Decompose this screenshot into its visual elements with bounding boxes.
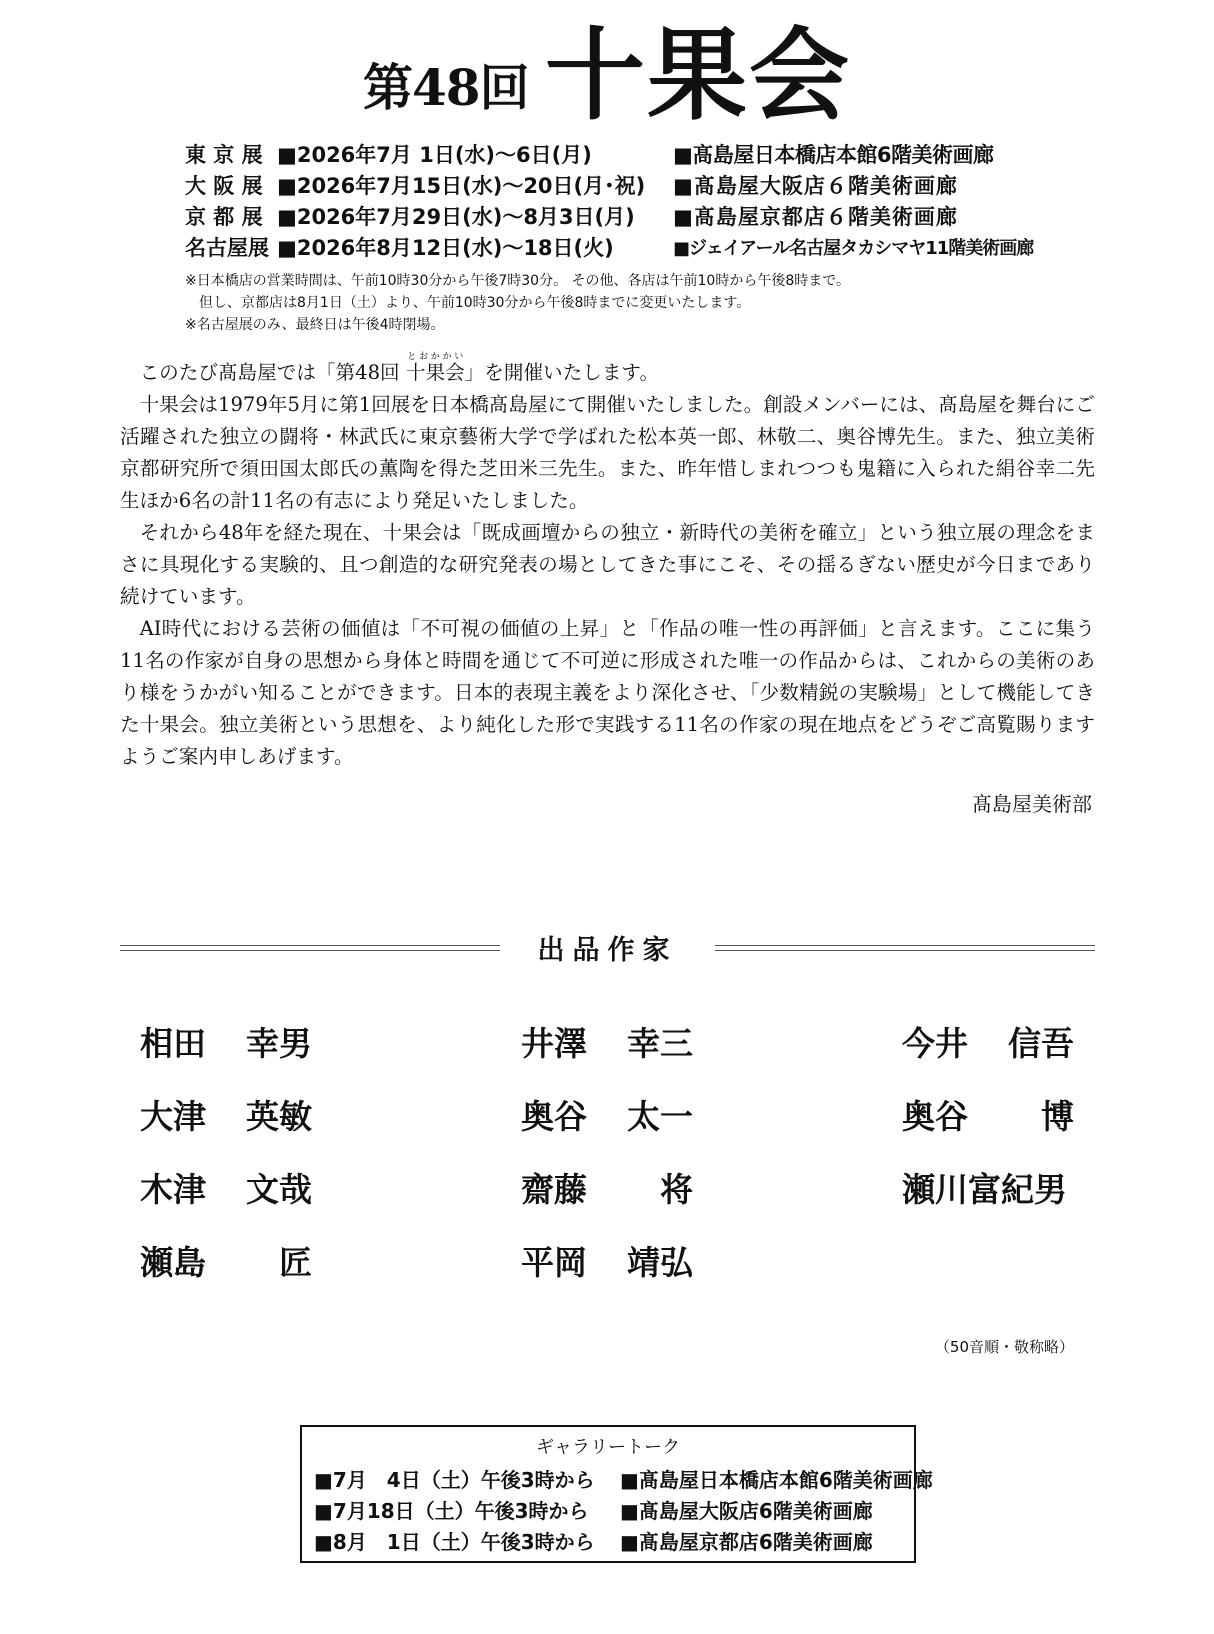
artist-surname: 相田 bbox=[140, 1024, 206, 1063]
schedule-place: ■髙島屋大阪店６階美術画廊 bbox=[673, 174, 958, 198]
section-title: 出品作家 bbox=[537, 935, 678, 966]
intro-text-segment: このたび髙島屋では「第48回 bbox=[139, 361, 406, 384]
talk-date: ■7月 4日（土）午後3時から bbox=[314, 1468, 595, 1492]
artist-surname: 瀬島 bbox=[140, 1243, 206, 1282]
artist-name bbox=[140, 1239, 312, 1287]
artist-surname: 木津 bbox=[140, 1170, 206, 1209]
intro-text-segment: 」を開催いたします。 bbox=[464, 361, 660, 384]
artist-order-note: （50音順・敬称略） bbox=[934, 1338, 1074, 1356]
schedule-venue: 大 阪 展 bbox=[185, 174, 263, 198]
introduction-text bbox=[120, 352, 1095, 773]
divider-right bbox=[715, 945, 1095, 951]
intro-paragraph bbox=[120, 352, 1095, 389]
artist-name bbox=[140, 1166, 312, 1214]
gallery-talk-box bbox=[300, 1425, 933, 1563]
title-main: 十果会 bbox=[545, 16, 851, 134]
title-edition: 第48回 bbox=[363, 58, 529, 117]
artist-name bbox=[521, 1093, 693, 1141]
schedule-dates: ■2026年7月15日(水)～20日(月･祝) bbox=[277, 174, 646, 198]
schedule-dates: ■2026年7月 1日(水)～6日(月) bbox=[277, 143, 592, 167]
artist-name bbox=[902, 1093, 1074, 1141]
title-ruby bbox=[405, 352, 465, 384]
talk-date: ■8月 1日（土）午後3時から bbox=[314, 1530, 595, 1554]
artist-given-name: 匠 bbox=[279, 1243, 312, 1282]
artist-surname: 瀬川富紀男 bbox=[902, 1170, 1067, 1209]
schedule-notes bbox=[185, 270, 850, 336]
artist-surname: 井澤 bbox=[521, 1024, 587, 1063]
exhibition-title bbox=[0, 16, 1214, 134]
artist-surname: 今井 bbox=[902, 1024, 968, 1063]
artist-surname: 齋藤 bbox=[521, 1170, 587, 1209]
talk-venue: ■髙島屋大阪店6階美術画廊 bbox=[620, 1499, 873, 1523]
artist-given-name: 幸三 bbox=[627, 1024, 693, 1063]
schedule-venue: 東 京 展 bbox=[185, 143, 263, 167]
artist-name bbox=[521, 1166, 693, 1214]
schedule-place: ■髙島屋日本橋店本館6階美術画廊 bbox=[673, 143, 994, 167]
artist-name bbox=[521, 1020, 693, 1068]
note-line: ※名古屋展のみ、最終日は午後4時閉場。 bbox=[185, 317, 445, 333]
schedule-place: ■ジェイアール名古屋タカシマヤ11階美術画廊 bbox=[673, 238, 1034, 259]
invitation-paragraph: AI時代における芸術の価値は「不可視の価値の上昇」と「作品の唯一性の再評価」と言えます。ここに集う11名の作家が自身の思想から身体と時間を通じて不可逆に形成された唯一の作品からは、これからの美術のあり様をうかがい知ることができます。日本的表現主義をより深化させ、「少数精鋭の実験場」として機能してきた十果会。独立美術という思想を、より純化した形で実践する11名の作家の現在地点をどうぞご高覧賜りますようご案内申しあげます。 bbox=[120, 617, 1095, 768]
artist-surname: 奥谷 bbox=[902, 1097, 968, 1136]
artist-name bbox=[902, 1166, 1074, 1214]
artist-name bbox=[521, 1239, 693, 1287]
talk-venue: ■髙島屋日本橋店本館6階美術画廊 bbox=[620, 1468, 933, 1492]
artist-surname: 平岡 bbox=[521, 1243, 587, 1282]
artist-name bbox=[140, 1020, 312, 1068]
artist-given-name: 英敏 bbox=[246, 1097, 312, 1136]
ruby-reading: とおかかい bbox=[405, 352, 465, 362]
artists-section-heading bbox=[120, 928, 1095, 968]
note-line: 但し、京都店は8月1日（土）より、午前10時30分から午後8時までに変更いたします。 bbox=[185, 295, 751, 311]
schedule-place: ■髙島屋京都店６階美術画廊 bbox=[673, 205, 958, 229]
ruby-base: 十果会 bbox=[405, 361, 465, 384]
artist-given-name: 将 bbox=[660, 1170, 693, 1209]
gallery-talk-title: ギャラリートーク bbox=[536, 1437, 680, 1458]
artist-given-name: 文哉 bbox=[246, 1170, 312, 1209]
history-paragraph: 十果会は1979年5月に第1回展を日本橋髙島屋にて開催いたしました。創設メンバーには、髙島屋を舞台にご活躍された独立の闘将・林武氏に東京藝術大学で学ばれた松本英一郎、林敬二、奥谷博先生。また、独立美術京都研究所で須田国太郎氏の薫陶を得た芝田米三先生。また、昨年惜しまれつつも鬼籍に入られた絹谷幸二先生ほか6名の計11名の有志により発足いたしました。 bbox=[120, 393, 1095, 512]
artist-given-name: 幸男 bbox=[246, 1024, 312, 1063]
schedule-venue: 京 都 展 bbox=[185, 205, 263, 229]
artist-name bbox=[140, 1093, 312, 1141]
artist-surname: 大津 bbox=[140, 1097, 206, 1136]
schedule-venue: 名古屋展 bbox=[185, 236, 269, 260]
schedule-dates: ■2026年8月12日(水)～18日(火) bbox=[277, 236, 614, 260]
artist-given-name: 靖弘 bbox=[627, 1243, 693, 1282]
talk-venue: ■髙島屋京都店6階美術画廊 bbox=[620, 1530, 873, 1554]
artist-given-name: 信吾 bbox=[1008, 1024, 1074, 1063]
schedule-dates: ■2026年7月29日(水)～8月3日(月) bbox=[277, 205, 635, 229]
philosophy-paragraph: それから48年を経た現在、十果会は「既成画壇からの独立・新時代の美術を確立」という独立展の理念をまさに具現化する実験的、且つ創造的な研究発表の場としてきた事にこそ、その揺るぎない歴史が今日まであり続けています。 bbox=[120, 521, 1095, 608]
talk-date: ■7月18日（土）午後3時から bbox=[314, 1499, 589, 1523]
artist-name bbox=[902, 1020, 1074, 1068]
artist-surname: 奥谷 bbox=[521, 1097, 587, 1136]
note-line: ※日本橋店の営業時間は、午前10時30分から午後7時30分。 その他、各店は午前10時から午後8時まで。 bbox=[185, 273, 850, 289]
artist-given-name: 太一 bbox=[627, 1097, 693, 1136]
signature: 髙島屋美術部 bbox=[972, 792, 1092, 816]
artist-given-name: 博 bbox=[1041, 1097, 1074, 1136]
